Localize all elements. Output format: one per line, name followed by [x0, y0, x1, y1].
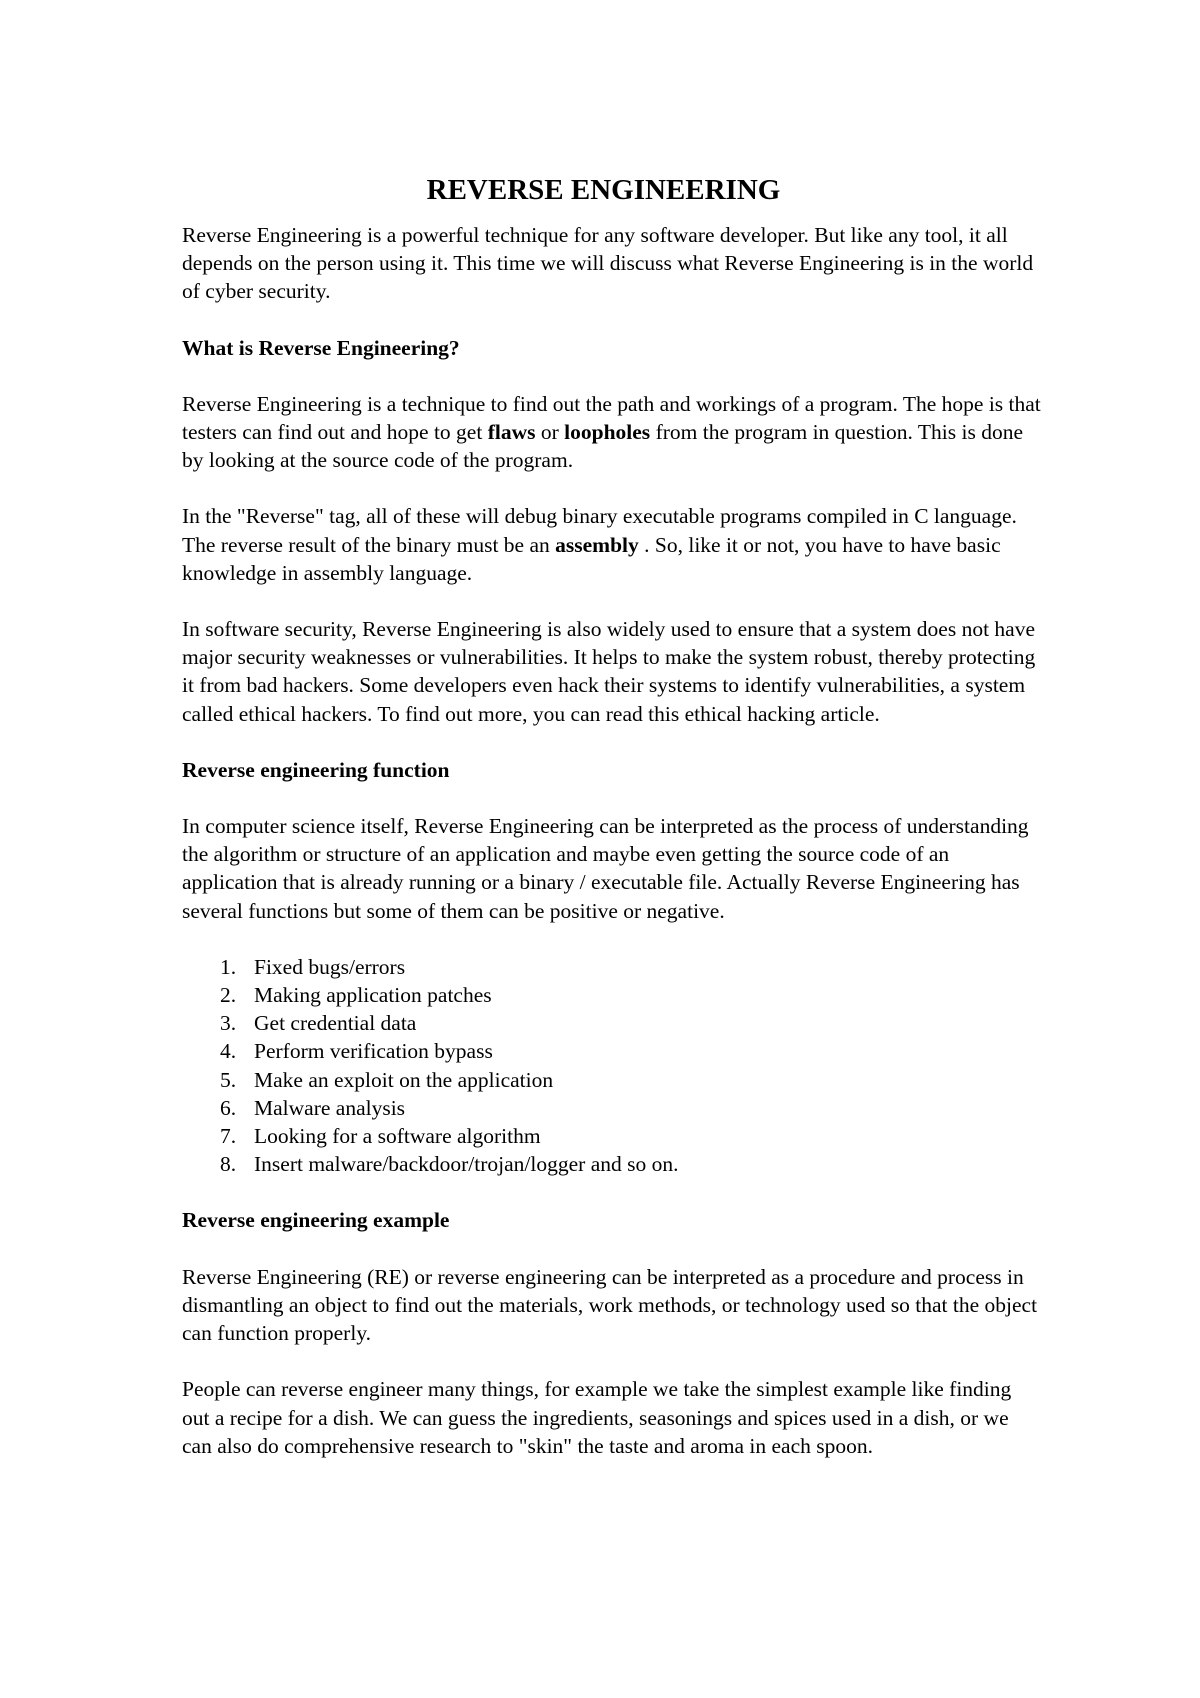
list-item: 6. Malware analysis — [220, 1095, 406, 1120]
list-item: 7. Looking for a software algorithm — [220, 1124, 541, 1149]
section-heading-example: Reverse engineering example — [182, 1208, 450, 1233]
example-paragraph-1: Reverse Engineering (RE) or reverse engineering can be interpreted as a procedure and process in dismantling an object to find out the materials, work methods, or technology used so that the object can function properly. — [182, 1264, 1038, 1346]
document-page — [182, 172, 1042, 1488]
list-item: 5. Make an exploit on the application — [220, 1067, 554, 1092]
section-heading-what-is: What is Reverse Engineering? — [182, 335, 460, 360]
what-is-paragraph-1: Reverse Engineering is a technique to find out the path and workings of a program. The hope is that testers can find out and hope to get flaws or loopholes from the program in question. This is done by looking at the source code of the program. — [182, 391, 1041, 473]
function-list — [182, 953, 1042, 1179]
list-item: 3. Get credential data — [220, 1011, 417, 1036]
section-heading-function: Reverse engineering function — [182, 757, 450, 782]
what-is-paragraph-2: In the "Reverse" tag, all of these will debug binary executable programs compiled in C language. The reverse result of the binary must be an assembly . So, like it or not, you have to have basic knowledge in assembly language. — [182, 504, 1017, 585]
what-is-paragraph-3: In software security, Reverse Engineering is also widely used to ensure that a system does not have major security weaknesses or vulnerabilities. It helps to make the system robust, thereby protecting it from bad hackers. Some developers even hack their systems to identify vulnerabilities, a system called ethical hackers. To find out more, you can read this ethical hacking article. — [182, 617, 1036, 726]
bold-flaws: flaws — [487, 420, 536, 445]
bold-assembly: assembly — [555, 532, 639, 557]
list-item: 1. Fixed bugs/errors — [220, 954, 406, 979]
example-paragraph-2: People can reverse engineer many things, for example we take the simplest example like finding out a recipe for a dish. We can guess the ingredients, seasonings and spices used in a dish, or we can also do comprehensive research to "skin" the taste and aroma in each spoon. — [182, 1377, 1012, 1458]
function-paragraph: In computer science itself, Reverse Engineering can be interpreted as the process of understanding the algorithm or structure of an application and maybe even getting the source code of an application that is already running or a binary / executable file. Actually Reverse Engineering has several functions but some of them can be positive or negative. — [182, 814, 1029, 923]
list-item: 4. Perform verification bypass — [220, 1039, 493, 1064]
page-title: REVERSE ENGINEERING — [426, 174, 781, 206]
bold-loopholes: loopholes — [564, 420, 651, 445]
intro-paragraph: Reverse Engineering is a powerful technique for any software developer. But like any tool, it all depends on the person using it. This time we will discuss what Reverse Engineering is in the world of cyber security. — [182, 223, 1034, 304]
list-item: 8. Insert malware/backdoor/trojan/logger and so on. — [220, 1152, 679, 1177]
list-item: 2. Making application patches — [220, 983, 492, 1008]
